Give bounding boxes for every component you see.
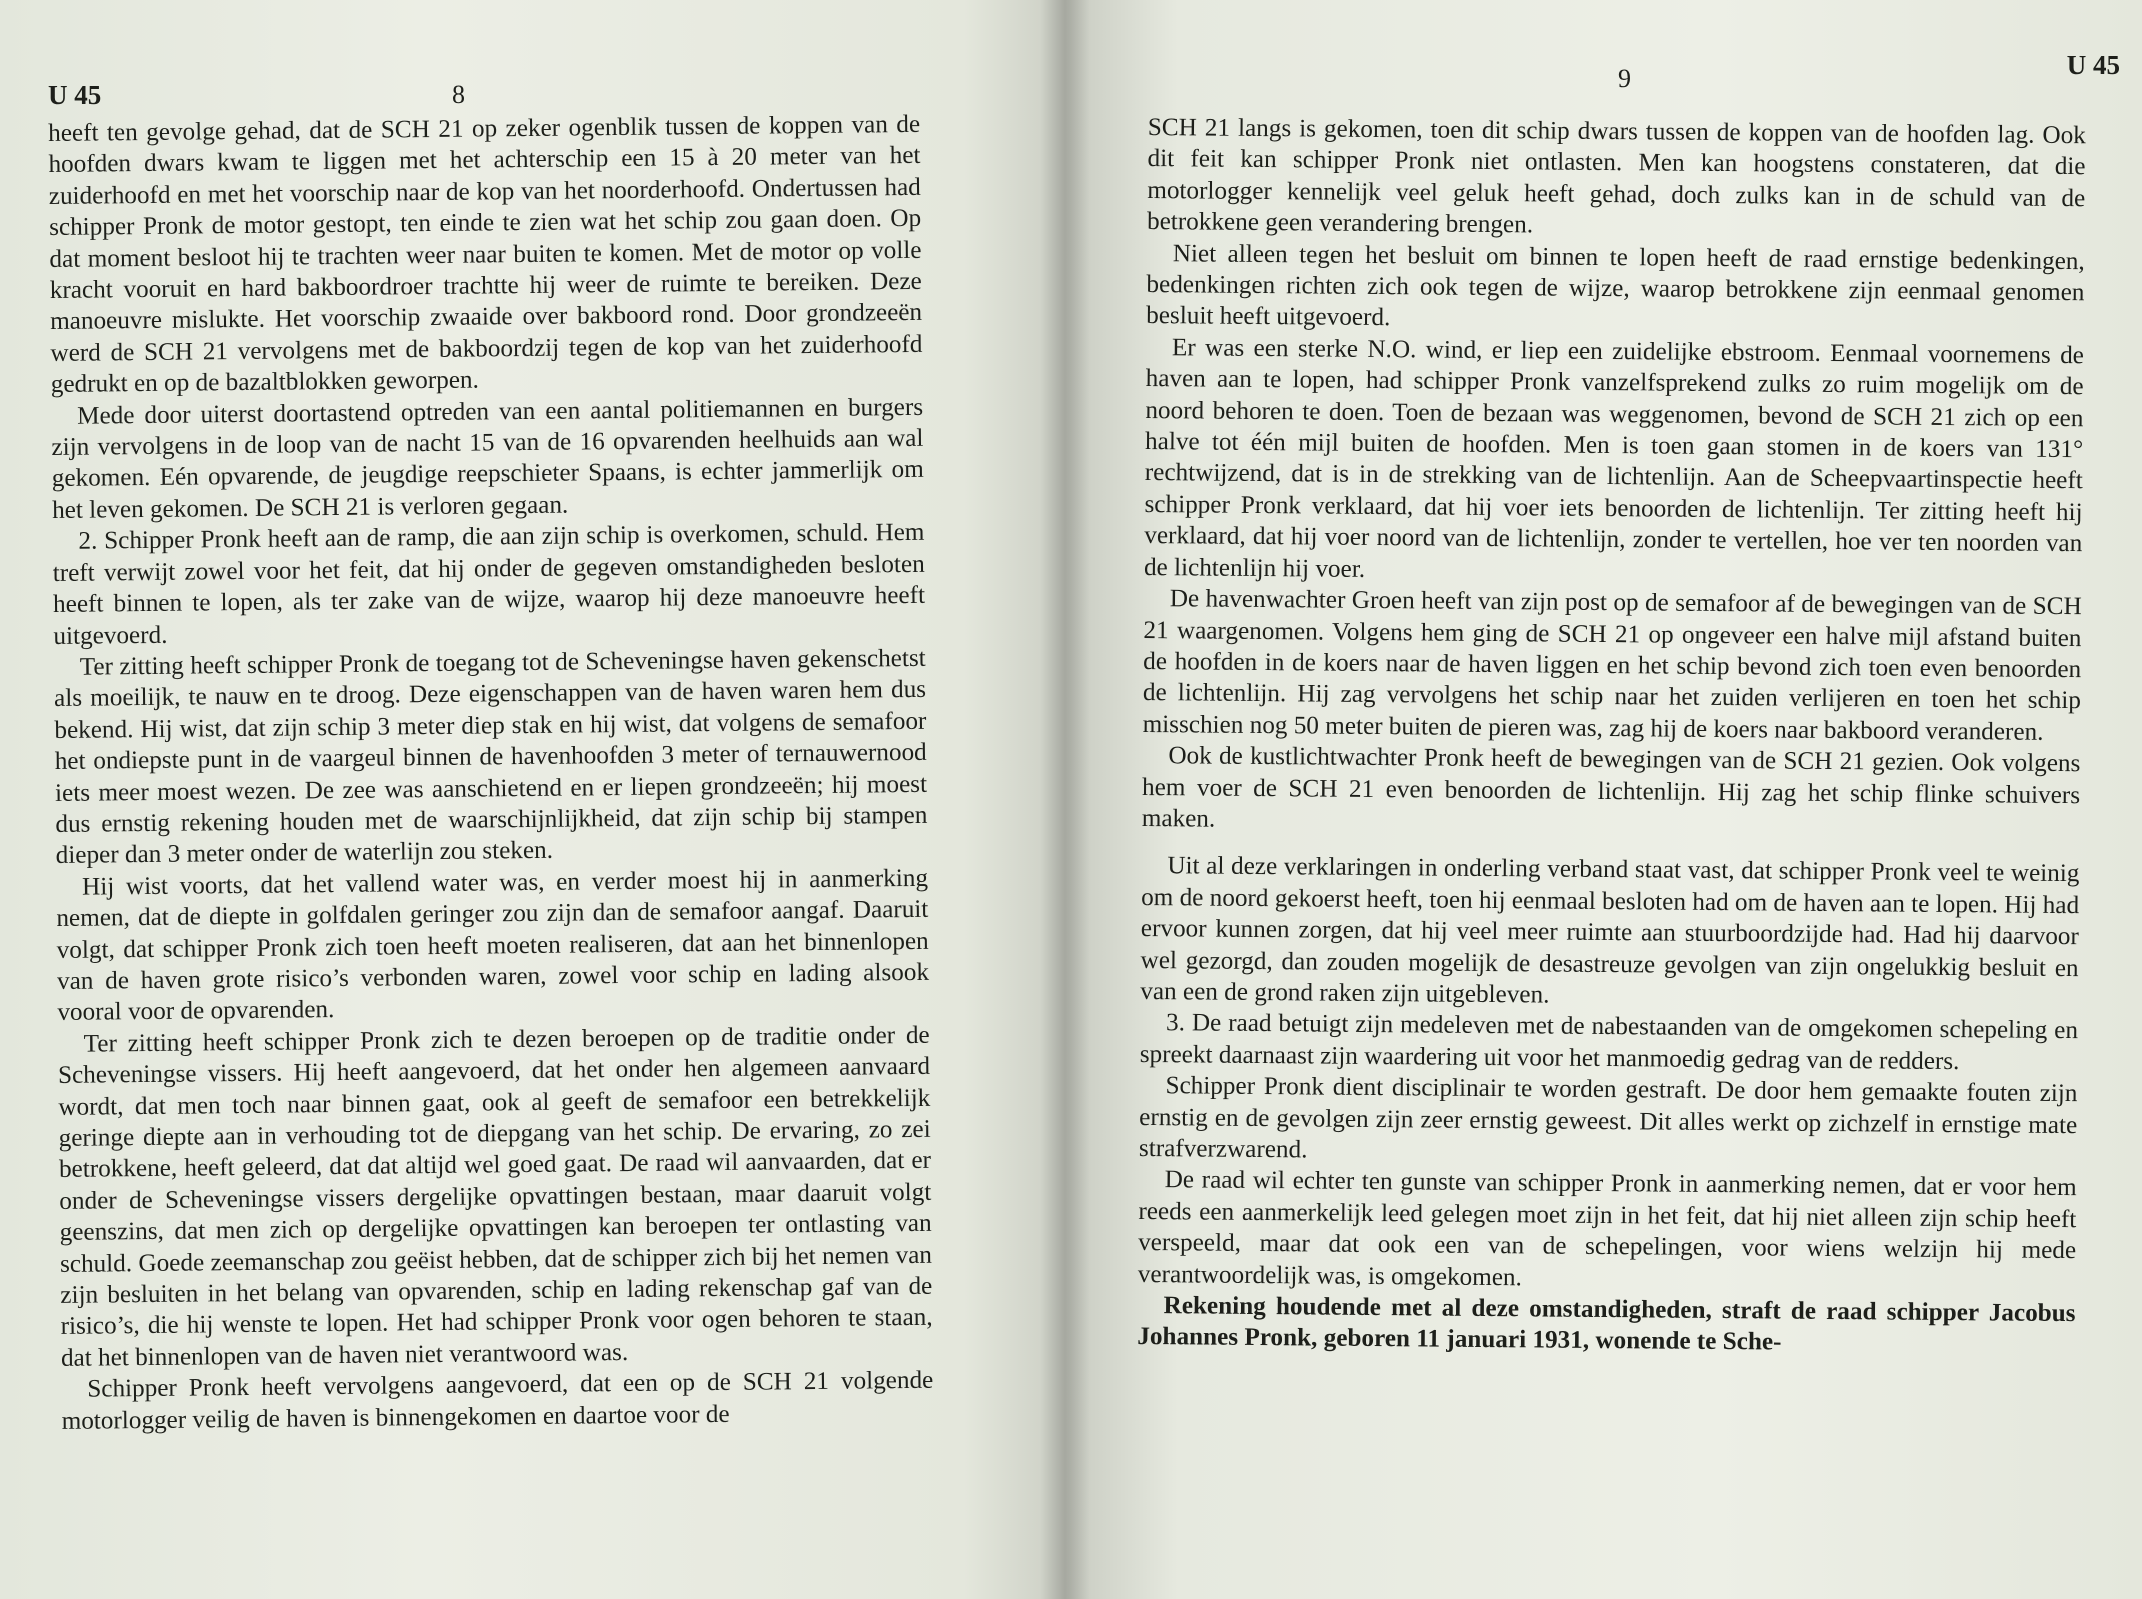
paragraph: Niet alleen tegen het besluit om binnen te lopen heeft de raad ernstige bedenkingen, bedenkingen richten zich ook tegen de wijze, waarop betrokkene zijn eenmaal genomen besluit heeft uitgevoerd. xyxy=(1146,239,2085,332)
paragraph: 2. Schipper Pronk heeft aan de ramp, die aan zijn schip is overkomen, schuld. Hem treft verwijt zowel voor het feit, dat hij onder de gegeven omstandigheden besloten heeft binnen te lopen, als ter zake van de wijze, waarop hij deze manoeuvre heeft uitgevoerd. xyxy=(52,519,926,650)
running-head: U 45 xyxy=(2066,50,2120,80)
paragraph: Schipper Pronk dient disciplinair te worden gestraft. De door hem gemaakte fouten zijn ernstig en de gevolgen zijn zeer ernstig geweest. Dit alles werkt op zichzelf in ernstige mate strafverzwarend. xyxy=(1138,1072,2078,1164)
running-head: U 45 xyxy=(48,80,102,110)
page-number: 9 xyxy=(1618,64,1631,93)
paragraph: SCH 21 langs is gekomen, toen dit schip dwars tussen de koppen van de hoofden lag. Ook dit feit kan schipper Pronk niet ontlasten. Men kan hoogstens constateren, dat die motorlogger kennelijk veel geluk heeft gehad, doch zulks kan in de schuld van de betrokkene geen verandering brengen. xyxy=(1146,113,2086,239)
paragraph: 3. De raad betuigt zijn medeleven met de nabestaanden van de omgekomen schepeling en spreekt daarnaast zijn waardering uit voor het manmoedig gedrag van de redders. xyxy=(1139,1009,2079,1075)
right-page xyxy=(1070,0,2142,1599)
paragraph: Schipper Pronk heeft vervolgens aangevoerd, dat een op de SCH 21 volgende motorlogger veilig de haven is binnengekomen en daartoe voor de xyxy=(61,1367,934,1435)
paragraph: Ter zitting heeft schipper Pronk de toegang tot de Scheveningse haven gekenschetst als moeilijk, te nauw en te droog. Deze eigenschappen van de haven waren hem dus bekend. Hij wist, dat zijn schip 3 meter diep stak en hij wist, dat volgens de semafoor het ondiepste punt in de vaargeul binnen de havenhoofden 3 meter of ternauwernood iets meer moest wezen. De zee was aanschietend en er liepen grondzeeën; hij moest dus ernstig rekening houden met de waarschijnlijkheid, dat zijn schip bij stampen dieper dan 3 meter onder de waterlijn zou steken. xyxy=(53,644,928,870)
paragraph: heeft ten gevolge gehad, dat de SCH 21 op zeker ogenblik tussen de koppen van de hoofden dwars kwam te liggen met het achterschip een 15 à 20 meter van het zuiderhoofd en met het voorschip naar de kop van het noorderhoofd. Ondertussen had schipper Pronk de motor gestopt, ten einde te zien wat het schip zou gaan doen. Op dat moment besloot hij te trachten weer naar buiten te komen. Met de motor op volle kracht vooruit en hard bakboordroer trachtte hij weer de ruimte te bereiken. Deze manoeuvre mislukte. Het voorschip zwaaide over bakboord rond. Door grondzeeën werd de SCH 21 vervolgens met de bakboordzij tegen de kop van het zuiderhoofd gedrukt en op de bazaltblokken geworpen. xyxy=(48,110,923,399)
left-page xyxy=(0,0,1060,1599)
paragraph: Mede door uiterst doortastend optreden van een aantal politiemannen en burgers zijn vervolgens in de loop van de nacht 15 van de 16 opvarenden heelhuids aan wal gekomen. Eén opvarende, de jeugdige reepschieter Spaans, is echter jammerlijk om het leven gekomen. De SCH 21 is verloren gegaan. xyxy=(51,393,924,524)
page-body xyxy=(1137,112,2086,1361)
paragraph: Hij wist voorts, dat het vallend water was, en verder moest hij in aanmerking nemen, dat de diepte in golfdalen geringer zou zijn dan de semafoor aangaf. Daaruit volgt, dat schipper Pronk zich toen heeft moeten realiseren, dat aan het binnenlopen van de haven grote risico’s verbonden waren, zowel voor schip en lading alsook vooral voor de opvarenden. xyxy=(56,864,930,1027)
paragraph: Rekening houdende met al deze omstandigheden, straft de raad schipper Jacobus Johannes Pronk, geboren 11 januari 1931, wonende te Sche- xyxy=(1137,1292,2076,1357)
paragraph: Ter zitting heeft schipper Pronk zich te dezen beroepen op de traditie onder de Scheveningse vissers. Hij heeft aangevoerd, dat het onder hen algemeen aanvaard wordt, dat men toch naar binnen gaat, ook al geeft de semafoor een betrekkelijk geringe diepte aan in verhouding tot de diepgang van het schip. De ervaring, zo zei betrokkene, heeft geleerd, dat dat altijd wel goed gaat. De raad wil aanvaarden, dat er onder de Scheveningse vissers dergelijke opvattingen bestaan, maar daaruit volgt geenszins, dat men zich op dergelijke opvattingen kan beroepen ter ontlasting van schuld. Goede zeemanschap zou geëist hebben, dat de schipper zich bij het nemen van zijn besluiten in het belang van opvarenden, schip en lading rekenschap gaf van de risico’s, die hij wenste te lopen. Het had schipper Pronk voor ogen behoren te staan, dat het binnenlopen van de haven niet verantwoord was. xyxy=(57,1021,933,1372)
paragraph: Ook de kustlichtwachter Pronk heeft de bewegingen van de SCH 21 gezien. Ook volgens hem voer de SCH 21 even benoorden de lichtenlijn. Hij zag het schip flinke schuivers maken. xyxy=(1141,742,2081,833)
paragraph: De raad wil echter ten gunste van schipper Pronk in aanmerking nemen, dat er voor hem reeds een aanmerkelijk leed gelegen moet zijn in het feit, dat hij niet alleen zijn schip heeft verspeeld, maar dat ook een van de schepelingen, voor wiens welzijn hij mede verantwoordelijk was, is omgekomen. xyxy=(1137,1166,2077,1291)
paragraph: Er was een sterke N.O. wind, er liep een zuidelijke ebstroom. Eenmaal voornemens de haven aan te lopen, had schipper Pronk vanzelfsprekend zulks zo ruim mogelijk om de noord behoren te doen. Toen de bezaan was weggenomen, bevond de SCH 21 zich op een halve tot één mijl buiten de hoofden. Men is toen gaan stomen in de koers van 131° rechtwijzend, dat is in de strekking van de lichtenlijn. Aan de Scheepvaartinspectie heeft schipper Pronk verklaard, dat hij voer iets benoorden de lichtenlijn. Ter zitting heeft hij verklaard, dat hij voer noord van de lichtenlijn, zonder te vertellen, hoe ver ten noorden van de lichtenlijn hij voer. xyxy=(1143,334,2085,583)
page-number: 8 xyxy=(452,80,465,109)
page-body xyxy=(48,109,934,1437)
paragraph: De havenwachter Groen heeft van zijn post op de semafoor af de bewegingen van de SCH 21 waargenomen. Volgens hem ging de SCH 21 op ongeveer een halve mijl afstand buiten de hoofden in de koers naar de haven liggen en het schip bevond zich toen even benoorden de lichtenlijn. Hij zag vervolgens het schip naar het zuiden verlijeren en toen het schip misschien nog 50 meter buiten de pieren was, zag hij de koers naar bakboord veranderen. xyxy=(1142,585,2082,746)
paragraph: Uit al deze verklaringen in onderling verband staat vast, dat schipper Pronk veel te weinig om de noord gekoerst heeft, toen hij eenmaal besloten had om de haven aan te lopen. Hij had ervoor kunnen zorgen, dat hij veel meer ruimte aan stuurboordzijde had. Had hij daarvoor wel gezorgd, dan zouden mogelijk de desastreuze gevolgen van zijn ongelukkig besluit en van een de grond raken zijn uitgebleven. xyxy=(1140,852,2080,1009)
